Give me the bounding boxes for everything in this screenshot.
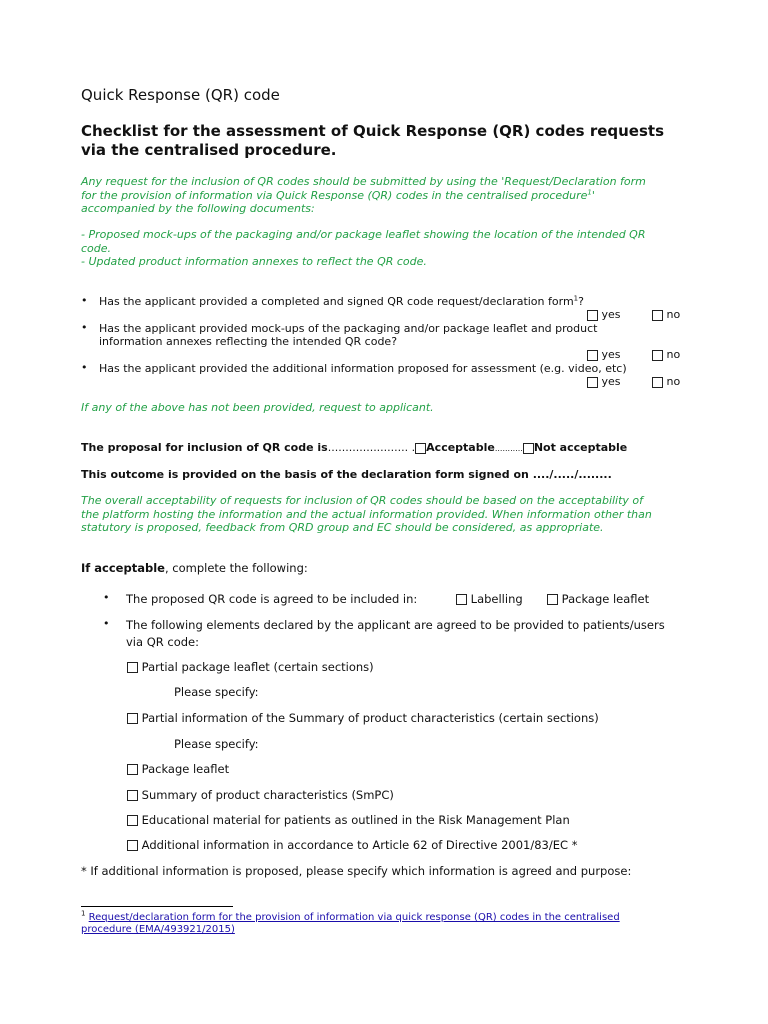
q2-yes-checkbox[interactable] [587,350,598,361]
required-documents [81,228,701,269]
question-2: Has the applicant provided mock-ups of the packaging and/or package leaflet and product information annexes reflecting the intended QR code? [99,322,598,348]
doc-mockups-line1: - Proposed mock-ups of the packaging and/or package leaflet showing the location of the intended QR [81,228,646,241]
educational-checkbox[interactable] [127,815,138,826]
elements-intro: The following elements declared by the applicant are agreed to be provided to patients/users via QR code: [126,618,665,649]
q1-yes-checkbox[interactable] [587,310,598,321]
not-acceptable-checkbox[interactable] [523,443,534,454]
outcome-line: This outcome is provided on the basis of the declaration form signed on ..../...../........ [81,468,612,481]
smpc-checkbox[interactable] [127,790,138,801]
footnote-ref: 1 [587,187,592,196]
package-leaflet-element-checkbox[interactable] [127,764,138,775]
intro-text [81,175,701,216]
acceptable-label: Acceptable [426,441,495,454]
element-additional[interactable]: Additional information in accordance to Article 62 of Directive 2001/83/EC * [127,838,577,852]
checklist-title-line2: via the centralised procedure. [81,141,337,159]
element-smpc[interactable]: Summary of product characteristics (SmPC) [127,788,394,802]
doc-mockups-line2: code. [81,241,112,255]
footnote [81,909,620,936]
footnote-ref: 1 [573,294,579,303]
specify-label-1: Please specify: [174,685,259,699]
package-leaflet-option[interactable]: Package leaflet [547,592,649,606]
checklist-title [81,122,721,160]
acceptability-note: The overall acceptability of requests for inclusion of QR codes should be based on the acceptability of the platform hosting the information and the actual information provided. When information other than statutory is proposed, feedback from QRD group and EC should be considered, as appropriate. [81,494,652,534]
element-partial-pl[interactable]: Partial package leaflet (certain sections) [127,660,374,674]
if-acceptable-heading: If acceptable, complete the following: [81,561,308,575]
additional-note: * If additional information is proposed, please specify which information is agreed and purpose: [81,864,632,878]
question-3: Has the applicant provided the additional information proposed for assessment (e.g. video, etc) [99,362,627,375]
element-package-leaflet[interactable]: Package leaflet [127,762,229,776]
intro-line3: accompanied by the following documents: [81,202,315,215]
intro-line1: Any request for the inclusion of QR codes should be submitted by using the 'Request/Declaration form [81,175,646,188]
bullet: • [103,617,110,630]
doc-annexes: - Updated product information annexes to reflect the QR code. [81,255,427,268]
q1-no-option[interactable]: no [652,308,680,321]
labelling-checkbox[interactable] [456,594,467,605]
bullet: • [103,591,110,604]
footnote-separator [81,906,233,907]
element-partial-smpc[interactable]: Partial information of the Summary of product characteristics (certain sections) [127,711,599,725]
q2-no-option[interactable]: no [652,348,680,361]
page-title: Quick Response (QR) code [81,86,280,104]
q2-yes-option[interactable]: yes [587,348,621,361]
bullet: • [81,294,88,307]
q3-no-checkbox[interactable] [652,377,663,388]
not-acceptable-label: Not acceptable [533,441,628,454]
q3-no-option[interactable]: no [652,375,680,388]
partial-smpc-checkbox[interactable] [127,713,138,724]
footnote-link-line2[interactable]: procedure (EMA/493921/2015) [81,924,235,935]
q1-yes-option[interactable]: yes [587,308,621,321]
additional-checkbox[interactable] [127,840,138,851]
checklist-title-line1: Checklist for the assessment of Quick Response (QR) codes requests [81,122,665,140]
q1-no-checkbox[interactable] [652,310,663,321]
element-educational[interactable]: Educational material for patients as outlined in the Risk Management Plan [127,813,570,827]
acceptable-checkbox[interactable] [415,443,426,454]
partial-pl-checkbox[interactable] [127,662,138,673]
q3-yes-option[interactable]: yes [587,375,621,388]
question-1: Has the applicant provided a completed and signed QR code request/declaration form$^1$? [99,294,584,308]
q2-no-checkbox[interactable] [652,350,663,361]
q3-yes-checkbox[interactable] [587,377,598,388]
missing-note: If any of the above has not been provided, request to applicant. [81,401,434,414]
specify-label-2: Please specify: [174,737,259,751]
bullet: • [81,321,88,334]
package-leaflet-checkbox[interactable] [547,594,558,605]
intro-line2: for the provision of information via Quick Response (QR) codes in the centralised procedure$^1$' [81,187,595,202]
footnote-number: 1 [81,909,86,918]
labelling-option[interactable]: Labelling [456,592,523,606]
footnote-link-line1[interactable]: Request/declaration form for the provision of information via quick response (QR) codes in the centralised [88,912,620,923]
bullet: • [81,361,88,374]
proposal-line: The proposal for inclusion of QR code is....................... . Acceptable........... Not acceptable [81,441,628,454]
included-in-text: The proposed QR code is agreed to be included in: [126,592,418,606]
